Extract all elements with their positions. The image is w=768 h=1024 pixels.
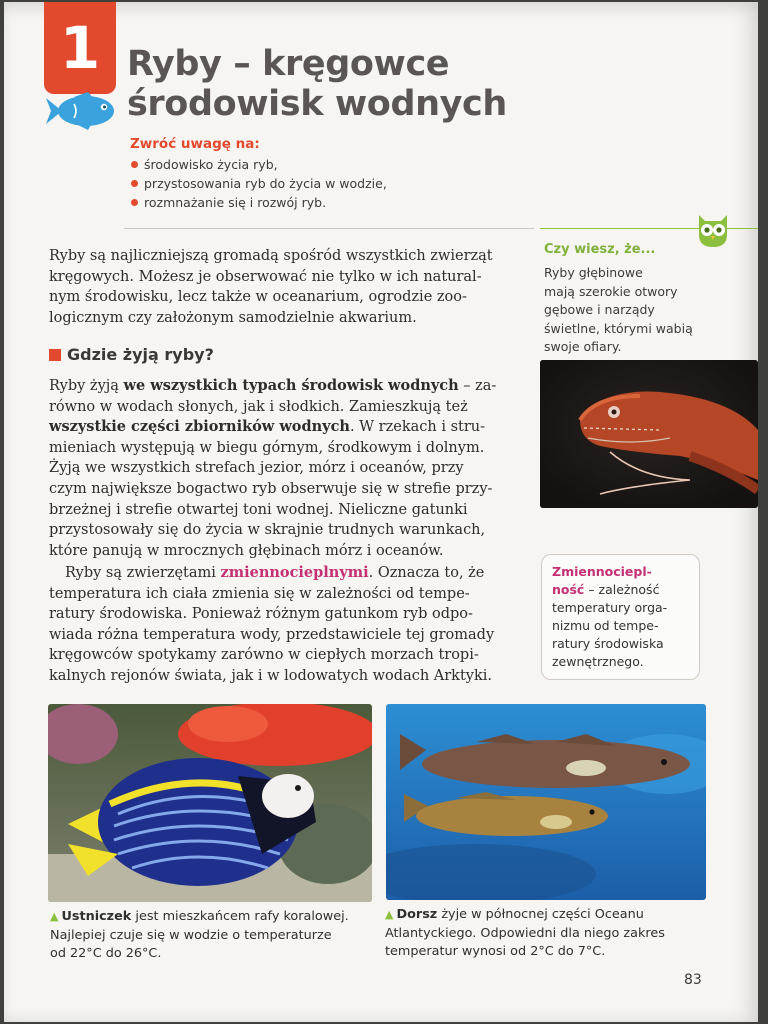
chapter-title-line-1: Ryby – kręgowce [127,44,450,84]
habitat-paragraph: Ryby żyją we wszystkich typach środowisk wodnych – za- równo w wodach słonych, jak i słodkich. Zamieszkują też wszystkie części zbiorników wodnych. W rzekach i stru- mieniach występują w biegu górnym, środkowym i dolnym. Żyją we wszystkich strefach jezior, mórz i oceanów, przy czym największe bogactwo ryb obserwuje się w strefie przy- brzeżnej i strefie otwartej toni wodnej. Nieliczne gatunki przystosowały się do życia w skrajnie trudnych warunkach, które panują w mrocznych głębinach mórz i oceanów. [49,377,497,559]
sidebar-text: Ryby głębinowe mają szerokie otwory gębowe i narządy świetlne, którymi wabią swoje ofiary. [544,265,693,354]
intro-line: nym środowisku, lecz także w oceanarium, ogrodzie zoo- [49,289,467,306]
owl-icon [693,209,733,249]
caption-species-name: Ustniczek [61,909,132,924]
page-number: 83 [684,972,702,988]
cod-photo [386,704,706,900]
definition-term: Zmiennociepl- [552,564,652,579]
angelfish-caption: ▲ Ustniczek jest mieszkańcem rafy koralowej. Najlepiej czuje się w wodzie o temperaturze od 22°C do 26°C. [50,909,349,961]
arrow-up-icon: ▲ [385,908,394,921]
bold-phrase: wszystkie części zbiorników wodnych [49,418,350,436]
highlighted-term: zmiennocieplnymi [220,564,369,581]
chapter-title-line-2: środowisk wodnych [127,84,507,124]
focus-item: środowisko życia ryb, [130,155,550,174]
focus-list [130,155,550,212]
intro-line: logicznym czy założonym samodzielnie akwarium. [49,309,417,326]
angelfish-photo [48,704,372,902]
heading-square-icon [49,349,61,361]
definition-box: Zmiennociepl- ność – zależność temperatury orga- nizmu od tempe- ratury środowiska zewnętrznego. [541,554,700,680]
deep-sea-fish-photo [540,360,758,508]
focus-item: rozmnażanie się i rozwój ryb. [130,193,550,212]
temperature-paragraph: Ryby są zwierzętami zmiennocieplnymi. Oznacza to, że temperatura ich ciała zmienia się w zależności od tempe- ratury środowiska. Ponieważ różnym gatunkom ryb odpo- wiada różna temperatura wody, przedstawiciele tej gromady kręgowców spotykamy zarówno w ciepłych morzach tropi- kalnych rejonów świata, jak i w lodowatych wodach Arktyki. [49,564,495,684]
chapter-title [127,44,647,124]
focus-box [130,136,550,212]
focus-heading: Zwróć uwagę na: [130,136,260,152]
chapter-number-badge: 1 [44,2,116,94]
divider-line [124,228,534,229]
cod-caption: ▲ Dorsz żyje w północnej części Oceanu Atlantyckiego. Odpowiedni dla niego zakres temperatur wynosi od 2°C do 7°C. [385,907,665,959]
intro-paragraph [49,246,521,328]
intro-line: Ryby są najliczniejszą gromadą spośród wszystkich zwierząt [49,248,493,264]
textbook-page [4,2,758,1022]
focus-item: przystosowania ryb do życia w wodzie, [130,174,550,193]
bold-phrase: we wszystkich typach środowisk wodnych [123,377,459,394]
intro-line: kręgowych. Możesz je obserwować nie tylko w ich natural- [49,268,482,285]
section-heading-text: Gdzie żyją ryby? [67,345,214,364]
fish-icon [44,90,118,132]
section-heading [49,345,214,364]
sidebar-heading: Czy wiesz, że... [544,242,656,257]
arrow-up-icon: ▲ [50,910,59,923]
caption-species-name: Dorsz [396,907,438,922]
